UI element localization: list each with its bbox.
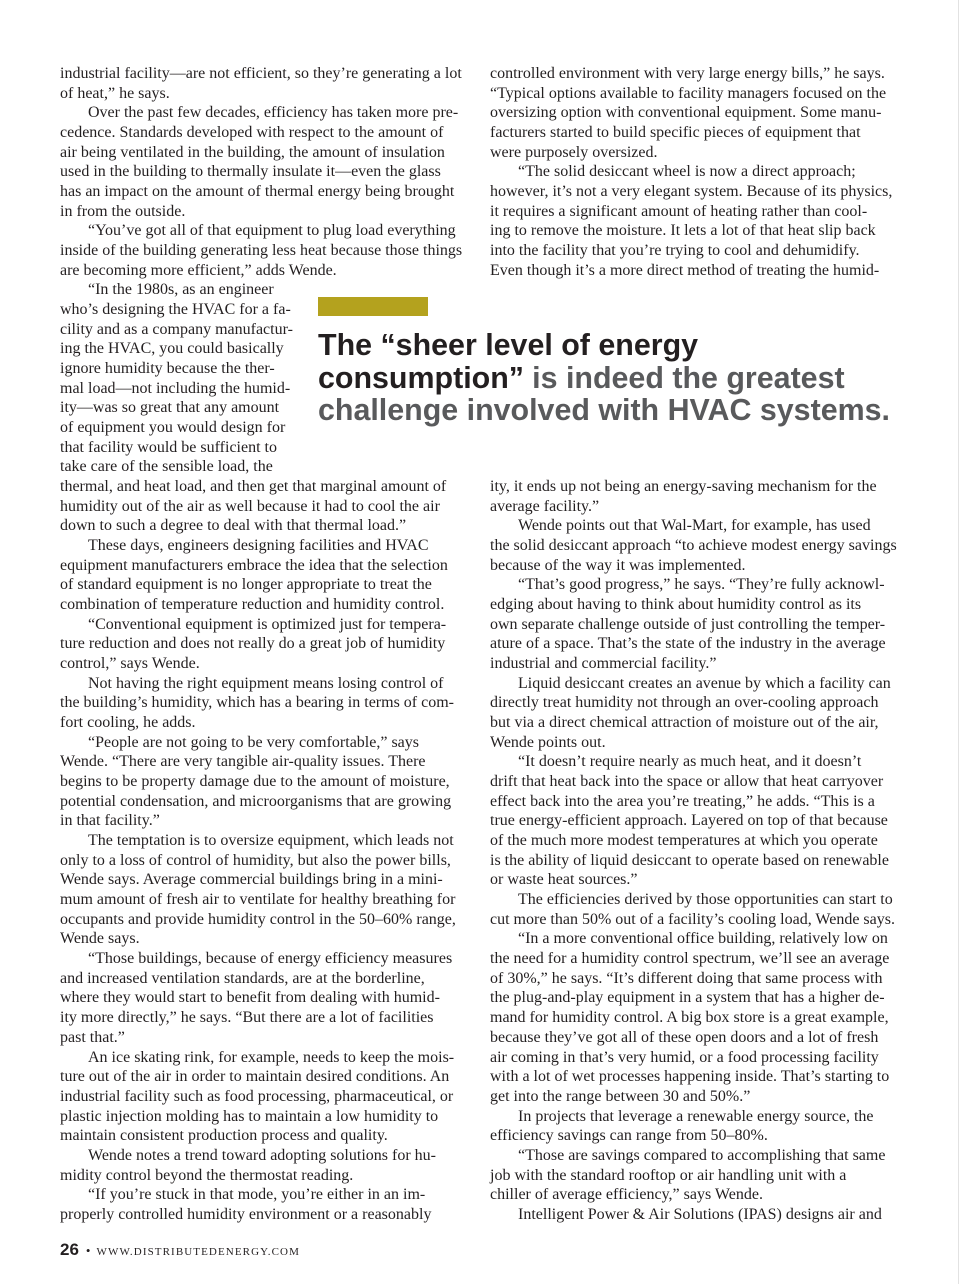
- text-line: in that facility.”: [60, 812, 160, 830]
- text-line: ignore humidity because the ther-: [60, 360, 275, 378]
- text-line: used in the building to thermally insulate it—even the glass: [60, 163, 441, 181]
- text-line: “If you’re stuck in that mode, you’re either in an im-: [88, 1186, 426, 1204]
- pull-quote: [318, 329, 890, 427]
- text-line: mal load—not including the humid-: [60, 379, 291, 397]
- text-line: who’s designing the HVAC for a fa-: [60, 301, 291, 319]
- text-line: ature of a space. That’s the state of the industry in the average: [490, 635, 886, 653]
- text-line: Wende says. Average commercial buildings bring in a mini-: [60, 871, 443, 889]
- text-line: plastic injection molding has to maintain a low humidity to: [60, 1107, 439, 1125]
- text-line: Not having the right equipment means losing control of: [88, 674, 444, 692]
- text-line: the solid desiccant approach “to achieve modest energy savings: [490, 537, 897, 555]
- text-line: where they would start to benefit from dealing with humid-: [60, 989, 440, 1007]
- text-line: with a lot of wet processes happening inside. That’s starting to: [490, 1068, 890, 1086]
- text-line: the plug-and-play equipment in a system that has a higher de-: [490, 989, 885, 1007]
- text-line: Over the past few decades, efficiency has taken more pre-: [88, 104, 459, 122]
- text-line: directly treat humidity not through an over-cooling approach: [490, 694, 879, 712]
- text-line: drift that heat back into the space or allow that heat carryover: [490, 773, 884, 791]
- text-line: and increased ventilation standards, are at the borderline,: [60, 969, 425, 987]
- text-line: has an impact on the amount of thermal energy being brought: [60, 183, 455, 201]
- text-line: or waste heat sources.”: [490, 871, 638, 889]
- page-edge-line: [958, 0, 959, 1284]
- text-line: An ice skating rink, for example, needs to keep the mois-: [88, 1048, 455, 1066]
- text-line: however, it’s not a very elegant system. Because of its physics,: [490, 183, 893, 201]
- text-line: Intelligent Power & Air Solutions (IPAS) designs air and: [518, 1205, 882, 1223]
- text-line: fort cooling, he adds.: [60, 714, 196, 732]
- text-line: industrial facility such as food processing, pharmaceutical, or: [60, 1087, 454, 1105]
- text-line: in from the outside.: [60, 202, 186, 220]
- text-line: Wende points out that Wal-Mart, for example, has used: [518, 517, 871, 535]
- text-line: potential condensation, and microorganisms that are growing: [60, 792, 452, 810]
- text-line: ity—was so great that any amount: [60, 399, 280, 417]
- text-line: industrial facility—are not efficient, so they’re generating a lot: [60, 65, 462, 82]
- text-line: midity control beyond the thermostat reading.: [60, 1166, 354, 1184]
- text-line: air being ventilated in the building, the amount of insulation: [60, 143, 445, 161]
- text-line: past that.”: [60, 1028, 125, 1046]
- text-line: “In the 1980s, as an engineer: [88, 281, 274, 299]
- text-line: into the facility that you’re trying to cool and dehumidify.: [490, 242, 860, 260]
- text-line: the building’s humidity, which has a bearing in terms of com-: [60, 694, 454, 712]
- text-line: In projects that leverage a renewable energy source, the: [518, 1107, 874, 1125]
- text-line: “You’ve got all of that equipment to plug load everything: [88, 222, 456, 240]
- text-line: cut more than 50% out of a facility’s cooling load, Wende says.: [490, 910, 895, 928]
- text-line: air coming in that’s very humid, or a food processing facility: [490, 1048, 879, 1066]
- page-number: 26: [60, 1240, 79, 1259]
- text-line: the need for a humidity control spectrum, we’ll see an average: [490, 950, 890, 968]
- text-line: own separate challenge outside of just controlling the temper-: [490, 615, 886, 633]
- text-line: effect back into the area you’re treating,” he adds. “This is a: [490, 792, 875, 810]
- bullet-separator: •: [85, 1243, 91, 1258]
- text-line: down to such a degree to deal with that thermal load.”: [60, 517, 407, 535]
- text-line: mand for humidity control. A big box store is a great example,: [490, 1009, 889, 1027]
- text-line: facturers started to build specific pieces of equipment that: [490, 124, 861, 141]
- text-line: “Those buildings, because of energy efficiency measures: [88, 950, 453, 968]
- text-line: is the ability of liquid desiccant to operate based on renewable: [490, 851, 889, 869]
- pull-quote-text: is indeed the greatest: [532, 360, 845, 395]
- text-line: job with the standard rooftop or air handling unit with a: [490, 1166, 847, 1184]
- text-line: equipment manufacturers embrace the idea that the selection: [60, 556, 448, 574]
- publication-website: WWW.DISTRIBUTEDENERGY.COM: [96, 1246, 300, 1258]
- text-line: ing to remove the moisture. It lets a lot of that heat slip back: [490, 222, 876, 240]
- text-line: take care of the sensible load, the: [60, 458, 273, 476]
- text-line: occupants and provide humidity control in the 50–60% range,: [60, 910, 456, 928]
- text-line: average facility.”: [490, 497, 600, 515]
- text-line: true energy-efficient approach. Layered on top of that because: [490, 812, 888, 830]
- right-column: [490, 64, 904, 1234]
- text-line: ity, it ends up not being an energy-saving mechanism for the: [490, 478, 877, 496]
- text-line: “Conventional equipment is optimized just for tempera-: [88, 615, 447, 633]
- text-line: maintain consistent production process and quality.: [60, 1127, 388, 1145]
- text-line: control,” says Wende.: [60, 655, 200, 673]
- text-line: of the much more modest temperatures at which you operate: [490, 832, 878, 850]
- text-line: that facility would be sufficient to: [60, 438, 277, 456]
- text-line: of equipment you would design for: [60, 419, 286, 437]
- text-line: The temptation is to oversize equipment, which leads not: [88, 832, 454, 850]
- text-line: are becoming more efficient,” adds Wende.: [60, 261, 337, 279]
- text-line: of heat,” he says.: [60, 84, 170, 102]
- text-line: “Those are savings compared to accomplishing that same: [518, 1146, 886, 1164]
- text-line: it requires a significant amount of heating rather than cool-: [490, 202, 868, 220]
- text-line: Wende points out.: [490, 733, 606, 751]
- text-line: “Typical options available to facility managers focused on the: [490, 84, 887, 102]
- text-line: because they’ve got all of these open doors and a lot of fresh: [490, 1028, 879, 1046]
- text-line: of standard equipment is no longer appropriate to treat the: [60, 576, 432, 594]
- text-line: mum amount of fresh air to ventilate for healthy breathing for: [60, 891, 456, 909]
- text-line: but via a direct chemical attraction of moisture out of the air,: [490, 714, 879, 732]
- text-line: “In a more conventional office building, relatively low on: [518, 930, 888, 948]
- pull-quote-accent-bar: [318, 297, 428, 316]
- text-line: oversizing option with conventional equipment. Some manu-: [490, 104, 882, 122]
- text-line: ing the HVAC, you could basically: [60, 340, 284, 358]
- text-line: cility and as a company manufactur-: [60, 320, 293, 338]
- text-line: inside of the building generating less heat because those things: [60, 242, 463, 260]
- text-line: controlled environment with very large energy bills,” he says.: [490, 65, 885, 82]
- pull-quote-highlight: The “sheer level of energy: [318, 328, 699, 362]
- text-line: because of the way it was implemented.: [490, 556, 746, 574]
- left-column: [60, 64, 470, 1234]
- text-line: Even though it’s a more direct method of treating the humid-: [490, 261, 880, 279]
- text-line: of 30%,” he says. “It’s different doing that same process with: [490, 969, 883, 987]
- text-line: Wende notes a trend toward adopting solutions for hu-: [88, 1146, 436, 1164]
- text-line: begins to be property damage due to the amount of moisture,: [60, 773, 450, 791]
- text-line: “It doesn’t require nearly as much heat, and it doesn’t: [518, 753, 862, 771]
- text-line: ture out of the air in order to maintain desired conditions. An: [60, 1068, 450, 1086]
- text-line: ity more directly,” he says. “But there are a lot of facilities: [60, 1009, 434, 1027]
- pull-quote-line: [318, 362, 890, 395]
- text-line: combination of temperature reduction and humidity control.: [60, 596, 445, 614]
- text-line: properly controlled humidity environment or a reasonably: [60, 1205, 432, 1223]
- text-line: Wende. “There are very tangible air-quality issues. There: [60, 753, 426, 771]
- text-line: ture reduction and does not really do a great job of humidity: [60, 635, 446, 653]
- text-line: thermal, and heat load, and then get that marginal amount of: [60, 478, 447, 496]
- text-line: edging about having to think about humidity control as its: [490, 596, 862, 614]
- text-line: “People are not going to be very comfortable,” says: [88, 733, 419, 751]
- pull-quote-highlight: consumption”: [318, 360, 524, 395]
- pull-quote-text: challenge involved with HVAC systems.: [318, 393, 890, 427]
- page-footer: [60, 1240, 300, 1260]
- text-line: were purposely oversized.: [490, 143, 658, 161]
- text-line: cedence. Standards developed with respect to the amount of: [60, 124, 444, 141]
- text-line: only to a loss of control of humidity, but also the power bills,: [60, 851, 451, 869]
- text-line: industrial and commercial facility.”: [490, 655, 717, 673]
- text-line: humidity out of the air as well because it had to cool the air: [60, 497, 440, 515]
- text-line: These days, engineers designing facilities and HVAC: [88, 537, 429, 555]
- text-line: “That’s good progress,” he says. “They’re fully acknowl-: [518, 576, 885, 594]
- pull-quote-line: [318, 394, 890, 427]
- pull-quote-line: [318, 329, 890, 362]
- text-line: get into the range between 30 and 50%.”: [490, 1087, 751, 1105]
- text-line: “The solid desiccant wheel is now a direct approach;: [518, 163, 856, 181]
- text-line: chiller of average efficiency,” says Wende.: [490, 1186, 763, 1204]
- text-line: Wende says.: [60, 930, 140, 948]
- text-line: Liquid desiccant creates an avenue by which a facility can: [518, 674, 891, 692]
- text-line: The efficiencies derived by those opportunities can start to: [518, 891, 893, 909]
- text-line: efficiency savings can range from 50–80%.: [490, 1127, 768, 1145]
